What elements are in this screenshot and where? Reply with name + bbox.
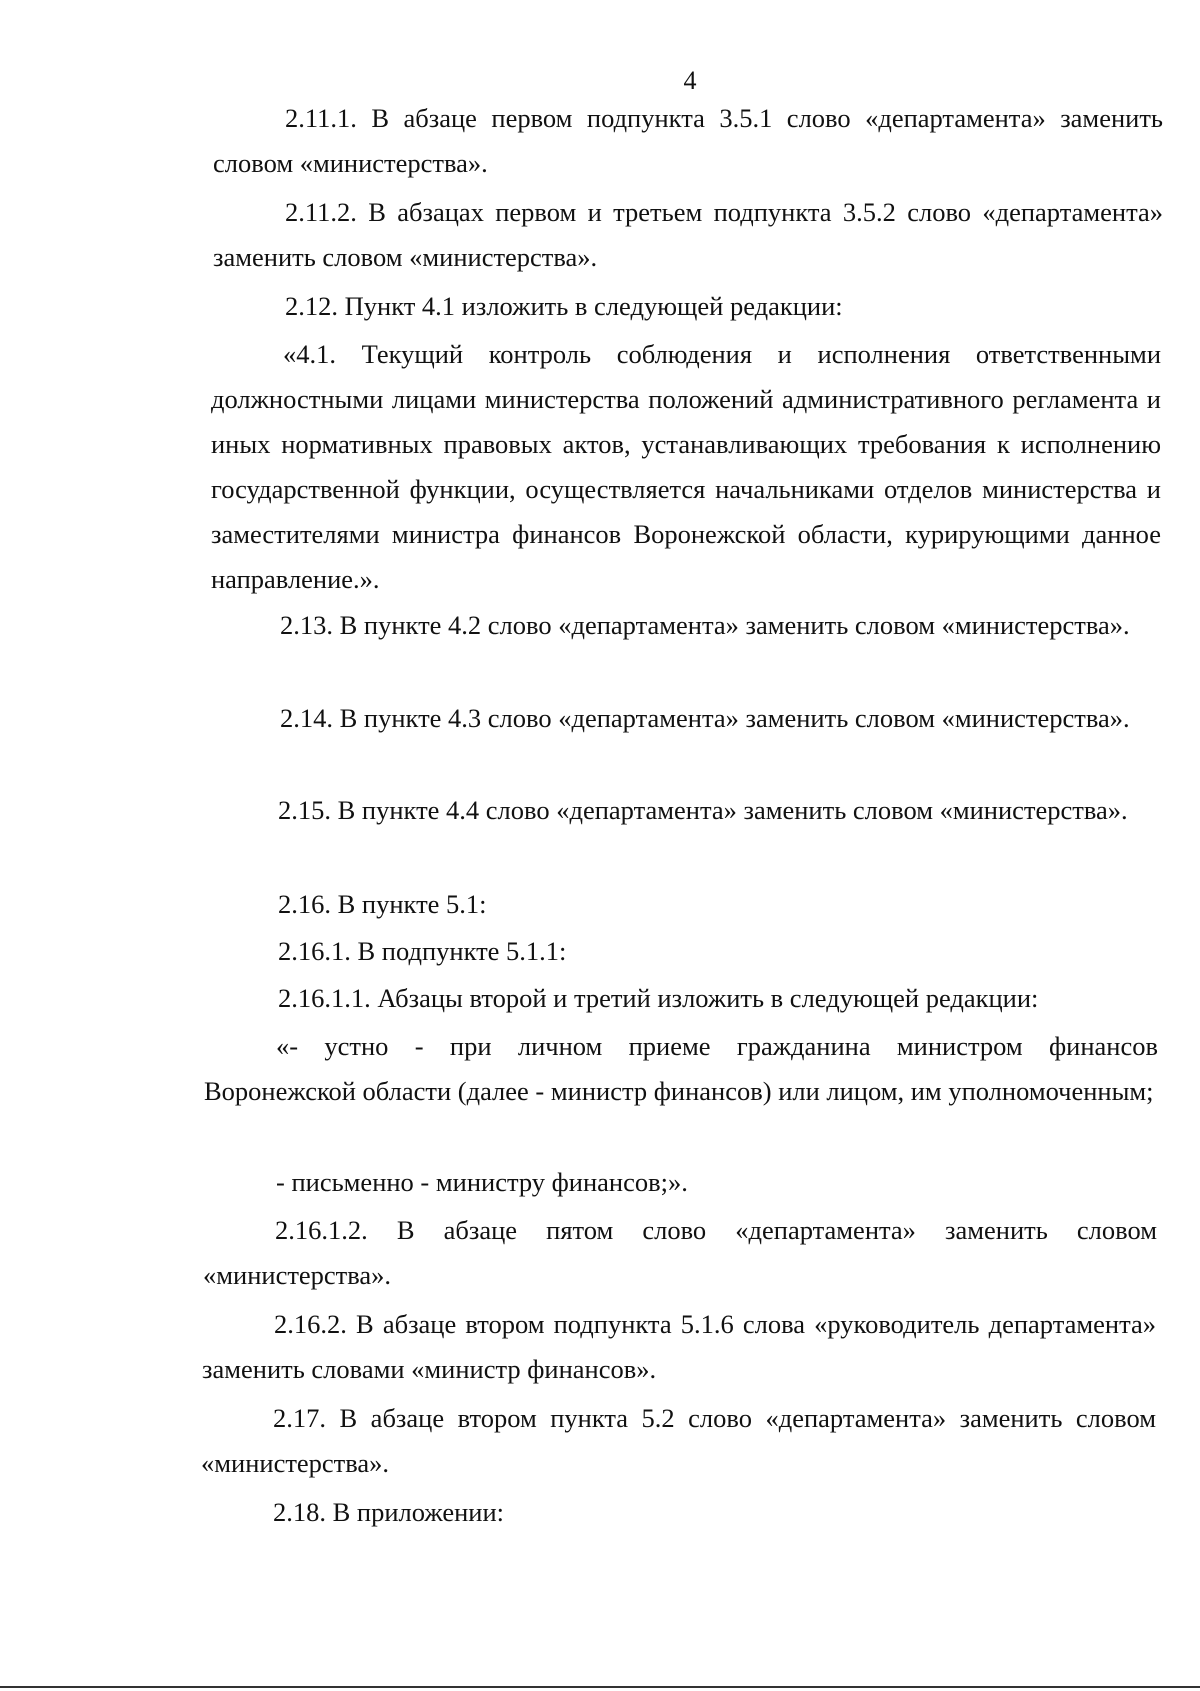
paragraph-2-14: 2.14. В пункте 4.3 слово «департамента» заменить словом «министерства». — [280, 703, 1130, 733]
paragraph-2-16-1-2: 2.16.1.2. В абзаце пятом слово «департамента» заменить словом «министерства». — [203, 1215, 1157, 1290]
paragraph-2-17: 2.17. В абзаце втором пункта 5.2 слово «департамента» заменить словом «министерства». — [201, 1403, 1156, 1478]
paragraph-oral-written-quote: «- устно - при личном приеме гражданина министром финансов Воронежской области (далее - министр финансов) или лицом, им уполномоченным; — [204, 1031, 1158, 1106]
paragraph-2-16: 2.16. В пункте 5.1: — [278, 889, 487, 919]
paragraph-2-16-1-1: 2.16.1.1. Абзацы второй и третий изложить в следующей редакции: — [278, 983, 1039, 1013]
paragraph-2-13: 2.13. В пункте 4.2 слово «департамента» заменить словом «министерства». — [280, 610, 1130, 640]
paragraph-2-16-1: 2.16.1. В подпункте 5.1.1: — [278, 936, 567, 966]
paragraph-2-16-2: 2.16.2. В абзаце втором подпункта 5.1.6 слова «руководитель департамента» заменить словами «министр финансов». — [202, 1309, 1156, 1384]
paragraph-2-11-2: 2.11.2. В абзацах первом и третьем подпункта 3.5.2 слово «департамента» заменить словом «министерства». — [213, 197, 1163, 272]
paragraph-2-11-1: 2.11.1. В абзаце первом подпункта 3.5.1 слово «департамента» заменить словом «министерства». — [213, 103, 1163, 178]
paragraph-4-1-quote: «4.1. Текущий контроль соблюдения и исполнения ответственными должностными лицами министерства положений административного регламента и иных нормативных правовых актов, устанавливающих требования к исполнению государственной функции, осуществляется начальниками отделов министерства и заместителями министра финансов Воронежской области, курирующими данное направление.». — [211, 339, 1161, 594]
paragraph-2-12: 2.12. Пункт 4.1 изложить в следующей редакции: — [285, 291, 843, 321]
paragraph-written: - письменно - министру финансов;». — [276, 1167, 688, 1197]
paragraph-2-18: 2.18. В приложении: — [273, 1497, 504, 1527]
page-number: 4 — [683, 66, 697, 95]
bottom-rule — [0, 1686, 1200, 1688]
paragraph-2-15: 2.15. В пункте 4.4 слово «департамента» заменить словом «министерства». — [278, 795, 1128, 825]
